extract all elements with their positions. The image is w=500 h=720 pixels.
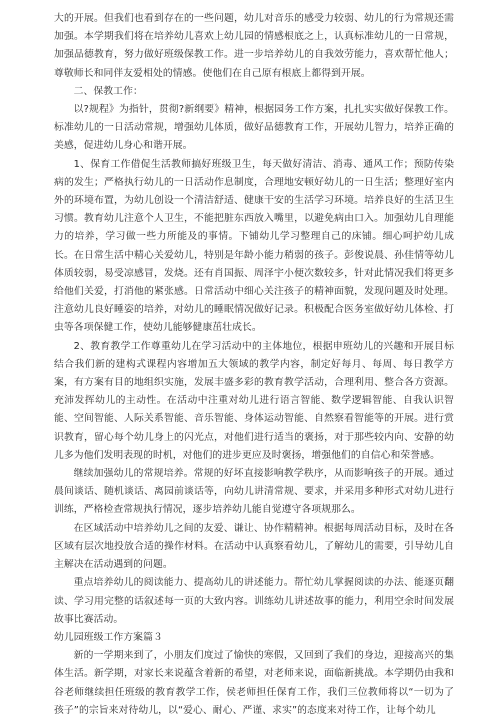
section-heading-education-work: 二、保教工作： xyxy=(73,85,143,97)
paragraph-reading-ability: 重点培养幼儿的阅读能力、提高幼儿的讲述能力。帮忙幼儿掌握阅读的办法、能逐页翻读、学习用完整的话叙述每一页的大致内容。训练幼儿讲述故事的能力，利用空余时间发展故事比赛活动。 xyxy=(54,577,454,625)
paragraph-area-activities: 在区域活动中培养幼儿之间的友爱、谦让、协作精精神。根据每周活动目标，及时在各区域有层次地投放合适的操作材料。在活动中认真察看幼儿，了解幼儿的需要，引导幼儿自主解决在活动遇到的问题。 xyxy=(54,522,454,571)
paragraph-routine-training: 继续加强幼儿的常规培养。常规的好坏直接影响教学秩序，从而影响孩子的开展。通过晨间谈话、随机谈话、离园前谈话等，向幼儿讲清常规、要求，并采用多种形式对幼儿进行训练，严格检查常规执行情况，逐步培养幼儿能自觉遵守各项规那么。 xyxy=(54,468,454,516)
paragraph-new-semester: 新的一学期来到了，小朋友们度过了愉快的寒假，又回到了我们的身边，迎接高兴的集体生活。新学期，对家长来说蕴含着新的希望，对老师来说，面临新挑战。本学期仍由我和谷老师继续担任班级的教育教学工作，侯老师担任保育工作，我们三位教师将以“一切为了孩子”的宗旨来对待幼儿，以“爱心、耐心、严谨、求实”的态度来对待工作，让每个幼儿 xyxy=(54,650,454,716)
paragraph-childcare-work: 1、保育工作借促生活教师搞好班级卫生，每天做好清洁、消毒、通风工作；预防传染病的发生；严格执行幼儿的一日活动作息制度，合理地安顿好幼儿的一日生活；整理好室内外的环境布置，为幼儿创设一个清洁舒适、健康干安的生活学习环境。培养良好的生活卫生习惯。教育幼儿注意个人卫生，不能把脏东西放入嘴里，以避免病由口入。加强幼儿自理能力的培养，学习做一些力所能及的事情。下铺幼儿学习整理自己的床铺。细心呵护幼儿成长。在日常生活中精心关爱幼儿，特别是年龄小能力稍弱的孩子。彭俊说晨、孙佳情等幼儿体质较弱，易受凉感冒，发烧。还有肖国振、周泽宇小便次数较多，针对此情况我们将更多给他们关爱，打消他的紧张感。日常活动中细心关注孩子的精神面貌，发现问题及时处理。注意幼儿良好睡姿的培养，对幼儿的睡眠情况做好记录。积极配合医务室做好幼儿体检、打虫等各项保健工作，使幼儿能够健康茁壮成长。 xyxy=(54,158,454,334)
paragraph-guiding-principles: 以?规程》为指针，贯彻?新纲要》精神，根据园务工作方案，扎扎实实做好保教工作。标准幼儿的一日活动常规，增强幼儿体质，做好品德教育工作，开展幼儿智力，培养正确的美感，促进幼儿身心和谐开展。 xyxy=(54,104,454,152)
paragraph-intro: 大的开展。但我们也看到存在的一些问题，幼儿对音乐的感受力较弱、幼儿的行为常规还需加强。本学期我们将在培养幼儿喜欢上幼儿园的情感根底之上，认真标准幼儿的一日常规，加强品德教育，努力做好班级保教工作。进一步培养幼儿的自我效劳能力，喜欢帮忙他人；尊敬师长和同伴友爱相处的情感。使他们在自己原有根底上都得到开展。 xyxy=(54,13,454,79)
paragraph-teaching-work: 2、教育教学工作尊重幼儿在学习活动中的主体地位，根据申班幼儿的兴趣和开展目标结合我们新的建构式课程内容增加五大领域的教学内容，制定好每月、每周、每日教学方案，有方案有目的地组织实施，发展丰盛多彩的教育教学活动，合理利用、整合各方资源。充沛发挥幼儿的主动性。在活动中注重对幼儿进行语言智能、数学逻辑智能、自我认识智能、空间智能、人际关系智能、音乐智能、身体运动智能、自然察看智能等的开展。进行赏识教育，留心每个幼儿身上的闪光点，对他们进行适当的褒扬，对于那些较内向、安静的幼儿多为他们发明表现的时机，对他们的进步更应及时褒扬，增强他们的自信心和荣誉感。 xyxy=(54,340,454,461)
section-heading-plan-3: 幼儿园班级工作方案篇３ xyxy=(54,631,163,643)
